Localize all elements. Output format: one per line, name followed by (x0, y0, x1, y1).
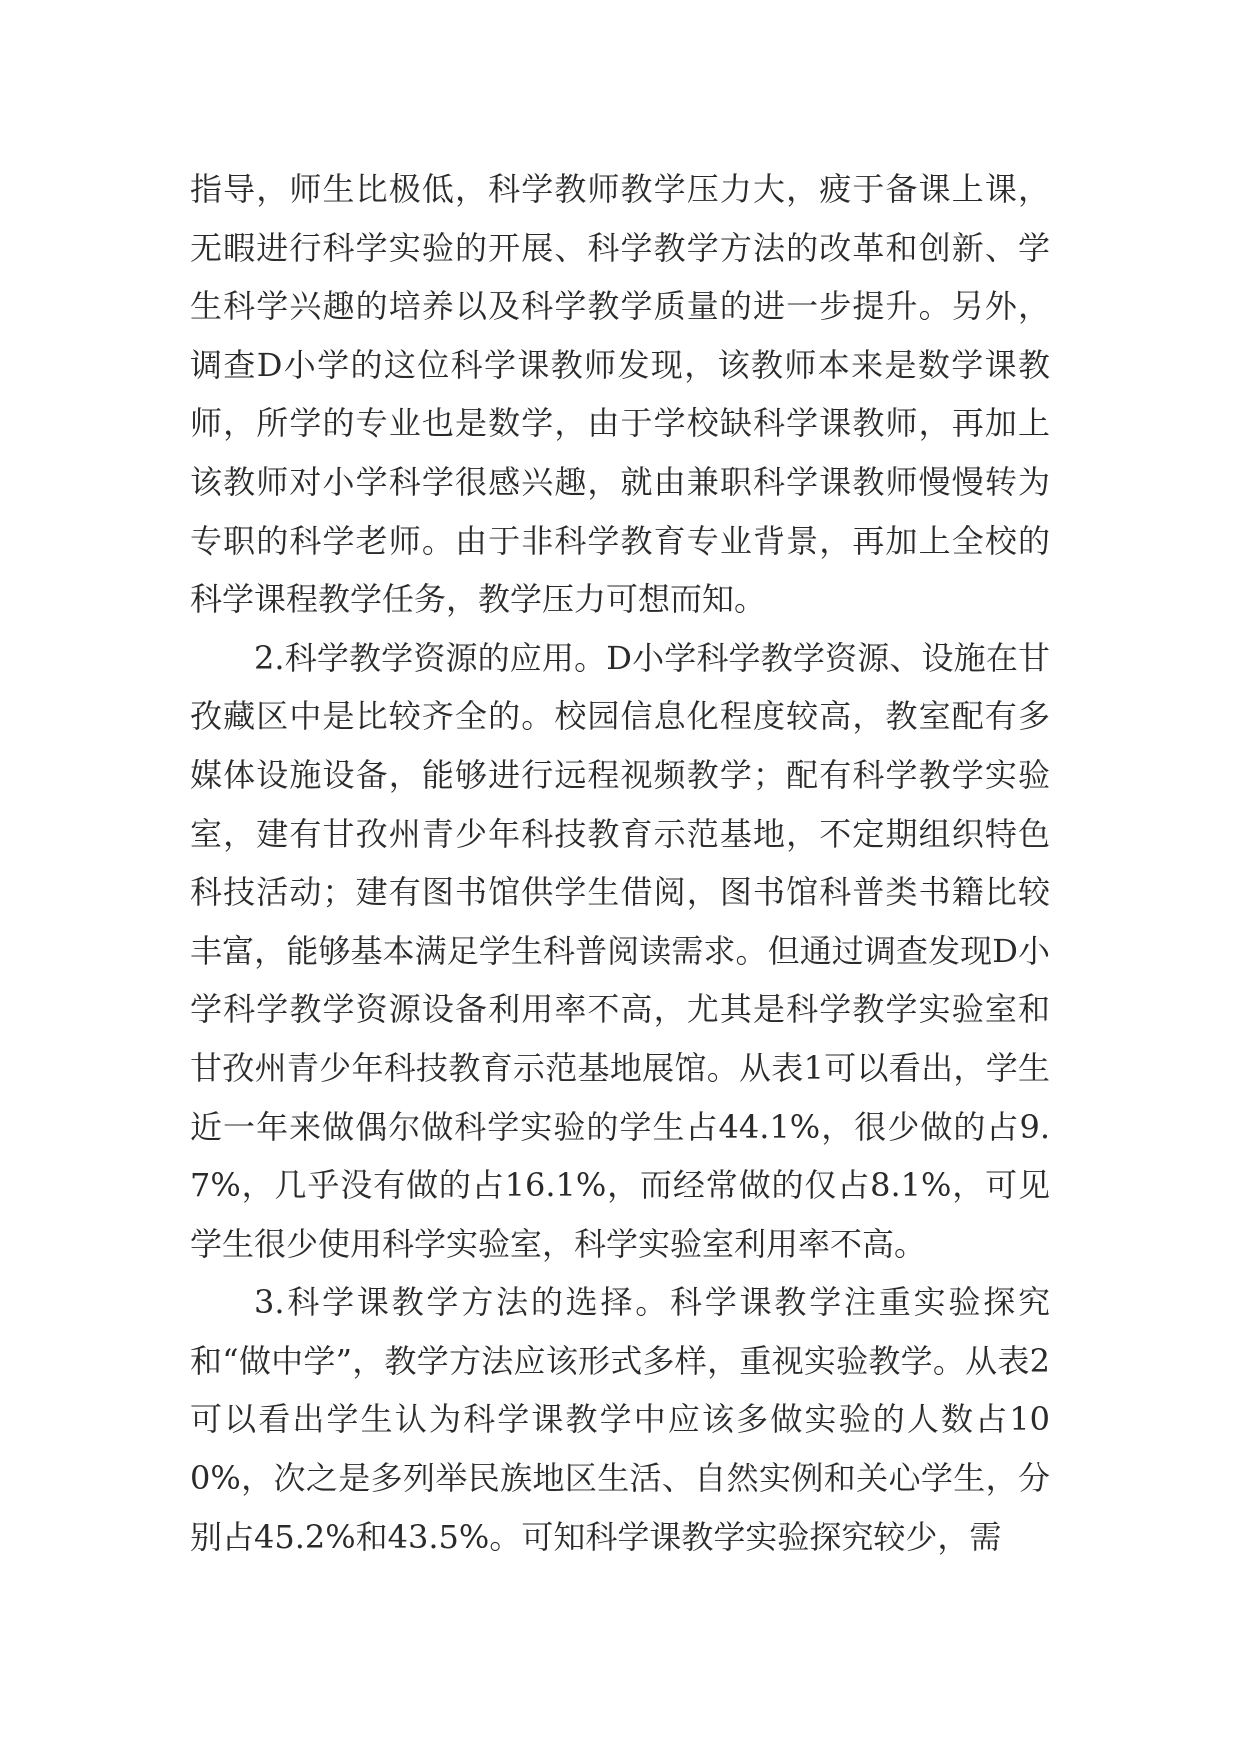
paragraph-teacher-pressure: 指导，师生比极低，科学教师教学压力大，疲于备课上课，无暇进行科学实验的开展、科学教学方法的改革和创新、学生科学兴趣的培养以及科学教学质量的进一步提升。另外，调查D小学的这位科学课教师发现，该教师本来是数学课教师，所学的专业也是数学，由于学校缺科学课教师，再加上该教师对小学科学很感兴趣，就由兼职科学课教师慢慢转为专职的科学老师。由于非科学教育专业背景，再加上全校的科学课程教学任务，教学压力可想而知。 (190, 170, 1050, 619)
paragraph-teaching-methods: 3.科学课教学方法的选择。科学课教学注重实验探究和“做中学”，教学方法应该形式多样，重视实验教学。从表2可以看出学生认为科学课教学中应该多做实验的人数占100%，次之是多列举民族地区生活、自然实例和关心学生，分别占45.2%和43.5%。可知科学课教学实验探究较少，需 (190, 1283, 1050, 1556)
paragraph-teaching-resources: 2.科学教学资源的应用。D小学科学教学资源、设施在甘孜藏区中是比较齐全的。校园信息化程度较高，教室配有多媒体设施设备，能够进行远程视频教学；配有科学教学实验室，建有甘孜州青少年科技教育示范基地，不定期组织特色科技活动；建有图书馆供学生借阅，图书馆科普类书籍比较丰富，能够基本满足学生科普阅读需求。但通过调查发现D小学科学教学资源设备利用率不高，尤其是科学教学实验室和甘孜州青少年科技教育示范基地展馆。从表1可以看出，学生近一年来做偶尔做科学实验的学生占44.1%，很少做的占9.7%，几乎没有做的占16.1%，而经常做的仅占8.1%，可见学生很少使用科学实验室，科学实验室利用率不高。 (190, 638, 1050, 1263)
document-body (190, 160, 1050, 1566)
